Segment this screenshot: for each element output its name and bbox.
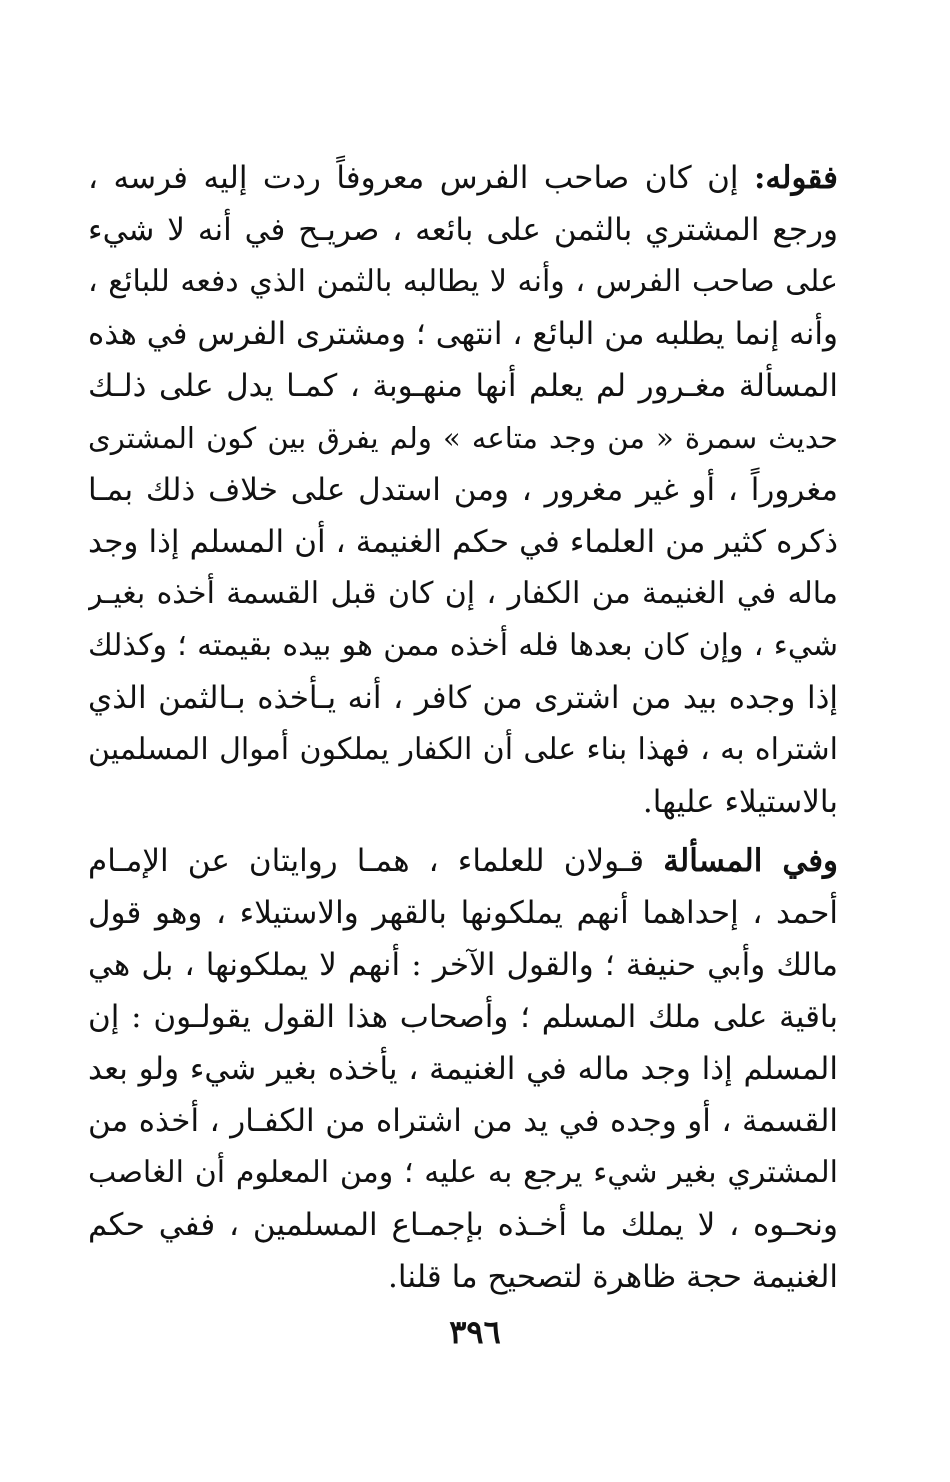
- text-line: باقية على ملك المسلم ؛ وأصحاب هذا القول يقولـون : إن: [88, 999, 838, 1035]
- text-line: [88, 152, 838, 204]
- text-line: ونحـوه ، لا يملك ما أخـذه بإجمـاع المسلمين ، ففي حكم: [88, 1207, 838, 1243]
- text-line: ورجع المشتري بالثمن على بائعه ، صريـح في أنه لا شيء: [88, 212, 838, 248]
- text-line: المسلم إذا وجد ماله في الغنيمة ، يأخذه بغير شيء ولو بعد: [88, 1051, 838, 1087]
- text-line: القسمة ، أو وجده في يد من اشتراه من الكفـار ، أخذه من: [88, 1103, 838, 1139]
- text-line: اشتراه به ، فهذا بناء على أن الكفار يملكون أموال المسلمين: [88, 732, 838, 767]
- text-line: بالاستيلاء عليها.: [642, 784, 838, 820]
- text-line: وأنه إنما يطلبه من البائع ، انتهى ؛ ومشترى الفرس في هذه: [88, 316, 838, 352]
- paragraph-lead: فقوله:: [753, 160, 838, 196]
- text-line: مغروراً ، أو غير مغرور ، ومن استدل على خلاف ذلك بمـا: [88, 472, 838, 508]
- text-line: الغنيمة حجة ظاهرة لتصحيح ما قلنا.: [388, 1259, 838, 1295]
- text-line: المشتري بغير شيء يرجع به عليه ؛ ومن المعلوم أن الغاصب: [88, 1155, 838, 1190]
- text-line: المسألة مغـرور لم يعلم أنها منهـوبة ، كمـا يدل على ذلـك: [88, 368, 838, 404]
- paragraph-2: [88, 835, 838, 1303]
- text-line: شيء ، وإن كان بعدها فله أخذه ممن هو بيده بقيمته ؛ وكذلك: [88, 628, 838, 663]
- text-line: على صاحب الفرس ، وأنه لا يطالبه بالثمن الذي دفعه للبائع ،: [88, 264, 838, 299]
- paragraph-lead: وفي المسألة: [663, 843, 838, 879]
- paragraph-1: [88, 152, 838, 828]
- line-text: إن كان صاحب الفرس معروفاً ردت إليه فرسه ،: [88, 160, 739, 196]
- line-text: قـولان للعلماء ، همـا روايتان عن الإمـام: [88, 843, 645, 879]
- text-line: أحمد ، إحداهما أنهم يملكونها بالقهر والاستيلاء ، وهو قول: [88, 895, 838, 931]
- text-line: ماله في الغنيمة من الكفار ، إن كان قبل القسمة أخذه بغيـر: [88, 576, 838, 611]
- text-line: ذكره كثير من العلماء في حكم الغنيمة ، أن المسلم إذا وجد: [88, 524, 838, 560]
- text-line: مالك وأبي حنيفة ؛ والقول الآخر : أنهم لا يملكونها ، بل هي: [88, 947, 838, 983]
- text-line: [88, 835, 838, 887]
- text-line: حديث سمرة « من وجد متاعه » ولم يفرق بين كون المشترى: [88, 421, 838, 455]
- page-number: ٣٩٦: [449, 1313, 501, 1351]
- text-line: إذا وجده بيد من اشترى من كافر ، أنه يـأخذه بـالثمن الذي: [88, 680, 838, 716]
